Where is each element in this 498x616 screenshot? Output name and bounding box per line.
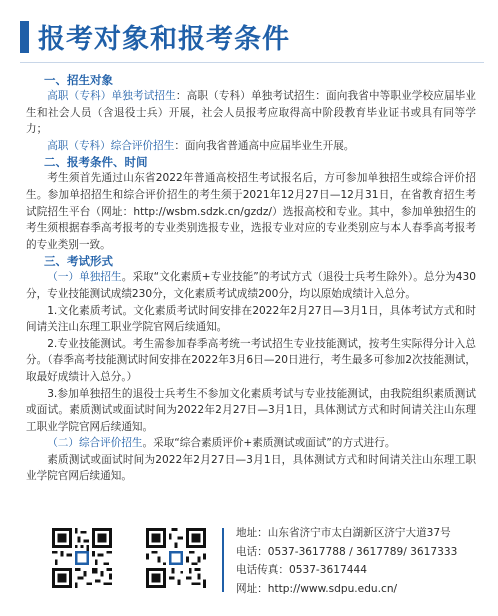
paragraph-single-exam-format bbox=[26, 269, 476, 302]
text-single-exam-target: ：高职（专科）单独考试招生：面向我省中等职业学校应届毕业生和社会人员（含退役士兵）开展，社会人员报考应取得高中阶段教育毕业证书或具有同等学力； bbox=[26, 90, 477, 136]
header-accent-bar bbox=[20, 21, 29, 53]
text-comprehensive-target: ：面向我省普通高中应届毕业生开展。 bbox=[174, 139, 355, 152]
text-single-enrollment: 。采取“文化素质+专业技能”的考试方式（退役士兵考生除外）。总分为430分，专业技能测试成绩230分，文化素质考试成绩200分，均以原始成绩计入总分。 bbox=[26, 271, 477, 300]
heading-enrollment-targets: 一、招生对象 bbox=[44, 73, 113, 87]
label-comprehensive-enrollment: （二）综合评价招生 bbox=[47, 437, 143, 450]
heading-exam-format: 三、考试形式 bbox=[44, 254, 113, 269]
paragraph-single-exam-target bbox=[26, 88, 476, 138]
paragraph-comprehensive-target bbox=[26, 138, 476, 155]
contact-website[interactable]: 网址：http://www.sdpu.edu.cn/ bbox=[236, 582, 398, 595]
contact-info bbox=[236, 524, 486, 598]
paragraph-skill-test: 2.专业技能测试。考生需参加春季高考统一考试招生专业技能测试，按考生实际得分计入总分。（春季高考技能测试时间安排在2022年3月6日—20日进行，考生最多可参加2次技能测试，取最好成绩计入总分。） bbox=[26, 337, 476, 383]
paragraph-registration: 考生须首先通过山东省2022年普通高校招生考试报名后，方可参加单独招生或综合评价招生。参加单招招生和综合评价招生的考生须于2021年12月27日—12月31日，在省教育招生考试院招生平台（网址：http://wsbm.sdzk.cn/gzdz/）选报高校和专业。其中，参加单独招生的考生须根据春季高考报考的专业类别选报专业，选报专业对应的专业类别应与本人春季高考报考的专业类别一致。 bbox=[26, 172, 476, 251]
document-body bbox=[26, 72, 476, 485]
contact-phone: 电话：0537-3617788 / 3617789/ 3617333 bbox=[236, 545, 458, 558]
label-single-enrollment: （一）单独招生 bbox=[47, 271, 122, 284]
header-divider bbox=[20, 62, 484, 63]
label-comprehensive: 高职（专科）综合评价招生 bbox=[47, 139, 175, 152]
paragraph-cultural-exam: 1.文化素质考试。文化素质考试时间安排在2022年2月27日—3月1日，具体考试方式和时间请关注山东理工职业学院官网后续通知。 bbox=[26, 304, 476, 334]
contact-address: 地址：山东省济宁市太白湖新区济宁大道37号 bbox=[236, 527, 451, 539]
page-title: 报考对象和报考条件 bbox=[38, 24, 290, 55]
label-single-exam: 高职（专科）单独考试招生 bbox=[47, 90, 176, 102]
footer-divider bbox=[222, 528, 224, 592]
paragraph-comprehensive-format bbox=[26, 435, 476, 452]
contact-fax: 电话传真：0537-3617444 bbox=[236, 564, 367, 576]
qr-code-right bbox=[146, 528, 206, 588]
text-comprehensive-enrollment: 。采取“综合素质评价+素质测试或面试”的方式进行。 bbox=[142, 437, 396, 450]
paragraph-veterans: 3.参加单独招生的退役士兵考生不参加文化素质考试与专业技能测试，由我院组织素质测试或面试。素质测试或面试时间为2022年2月27日—3月1日，具体测试方式和时间请关注山东理工职业学院官网后续通知。 bbox=[26, 387, 476, 433]
qr-code-left bbox=[52, 528, 112, 588]
paragraph-comprehensive-time: 素质测试或面试时间为2022年2月27日—3月1日，具体测试方式和时间请关注山东理工职业学院官网后续通知。 bbox=[26, 453, 476, 483]
heading-conditions-time: 二、报考条件、时间 bbox=[44, 155, 148, 170]
section-header bbox=[14, 16, 484, 56]
